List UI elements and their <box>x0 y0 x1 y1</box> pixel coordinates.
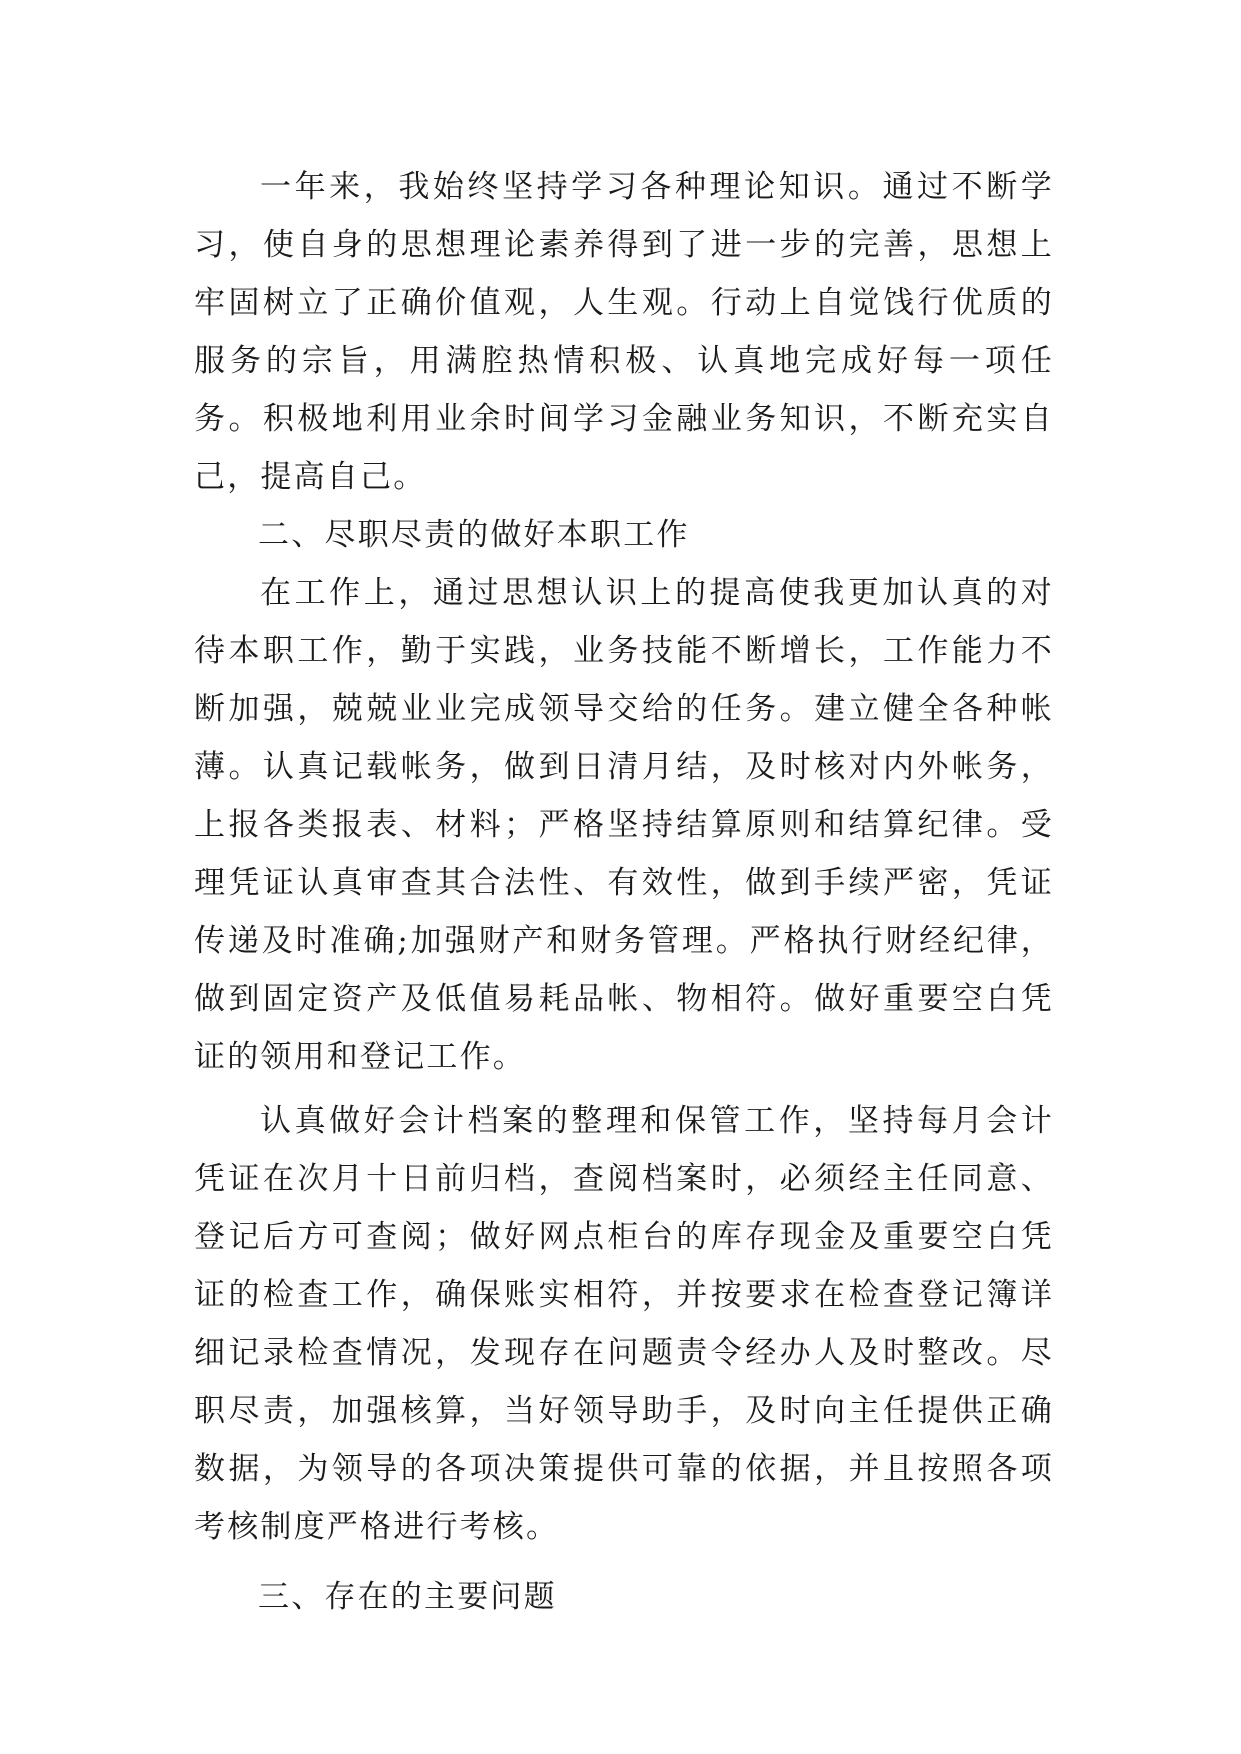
paragraph-work: 在工作上，通过思想认识上的提高使我更加认真的对待本职工作，勤于实践，业务技能不断增长，工作能力不断加强，兢兢业业完成领导交给的任务。建立健全各种帐薄。认真记载帐务，做到日清月结，及时核对内外帐务，上报各类报表、材料；严格坚持结算原则和结算纪律。受理凭证认真审查其合法性、有效性，做到手续严密，凭证传递及时准确;加强财产和财务管理。严格执行财经纪律，做到固定资产及低值易耗品帐、物相符。做好重要空白凭证的领用和登记工作。 <box>194 575 1054 1075</box>
document-body <box>194 158 1054 1626</box>
paragraph-archives: 认真做好会计档案的整理和保管工作，坚持每月会计凭证在次月十日前归档，查阅档案时，必须经主任同意、登记后方可查阅；做好网点柜台的库存现金及重要空白凭证的检查工作，确保账实相符，并按要求在检查登记簿详细记录检查情况，发现存在问题责令经办人及时整改。尽职尽责，加强核算，当好领导助手，及时向主任提供正确数据，为领导的各项决策提供可靠的依据，并且按照各项考核制度严格进行考核。 <box>194 1103 1054 1545</box>
section-heading-duties: 二、尽职尽责的做好本职工作 <box>258 517 690 553</box>
section-heading-problems: 三、存在的主要问题 <box>258 1579 557 1615</box>
paragraph-study: 一年来，我始终坚持学习各种理论知识。通过不断学习，使自身的思想理论素养得到了进一步的完善，思想上牢固树立了正确价值观，人生观。行动上自觉饯行优质的服务的宗旨，用满腔热情积极、认真地完成好每一项任务。积极地利用业余时间学习金融业务知识，不断充实自己，提高自己。 <box>194 169 1054 495</box>
